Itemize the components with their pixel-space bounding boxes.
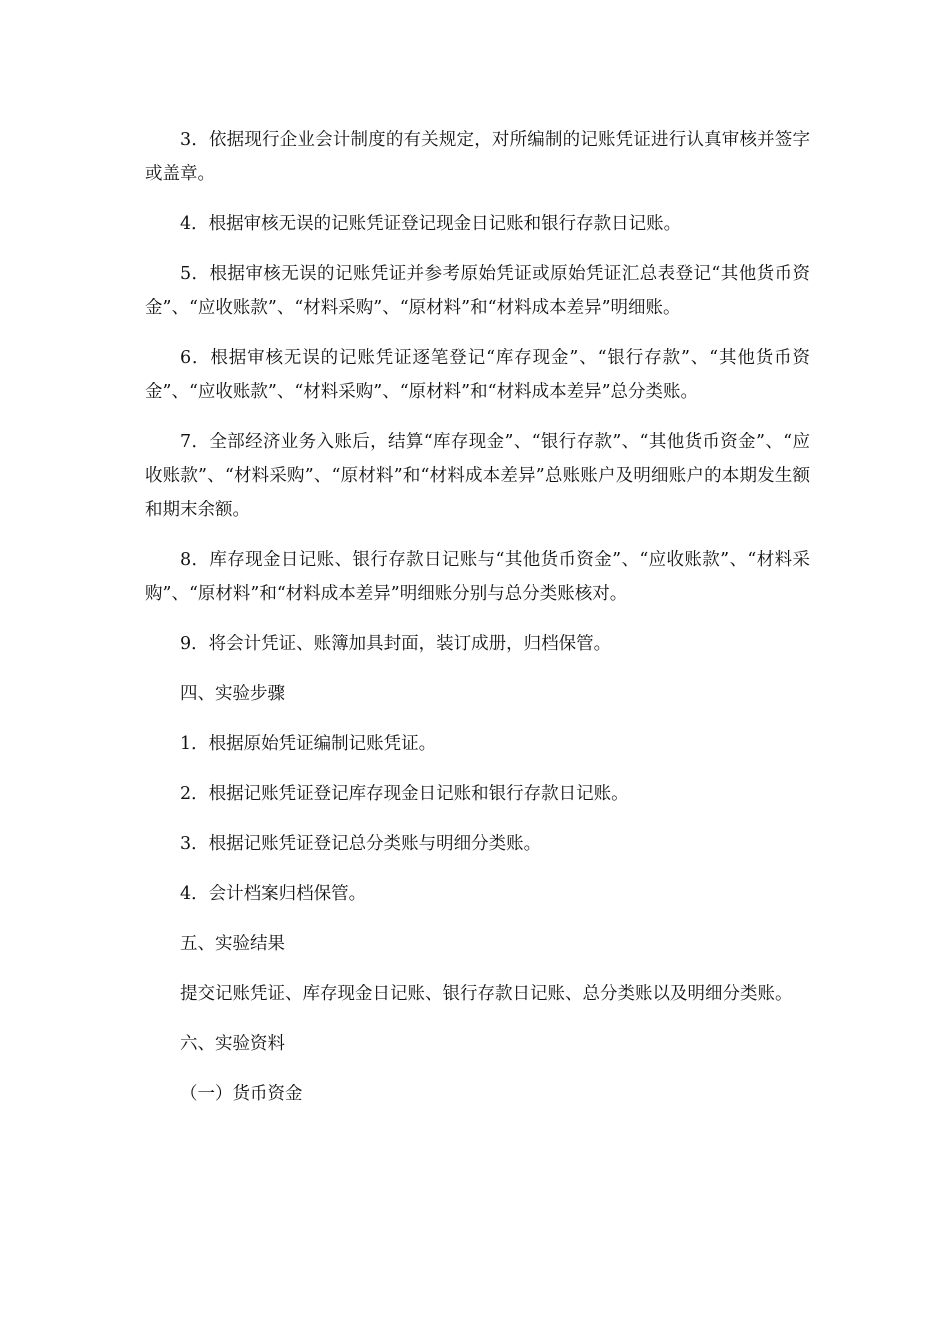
paragraph-submit: 提交记账凭证、库存现金日记账、银行存款日记账、总分类账以及明细分类账。 (180, 984, 793, 1004)
paragraph-archive: 9．将会计凭证、账簿加具封面，装订成册，归档保管。 (180, 634, 612, 654)
paragraph-settle-accounts: 7．全部经济业务入账后，结算“库存现金”、“银行存款”、“其他货币资金”、“应收账款”、“材料采购”、“原材料”和“材料成本差异”总账账户及明细账户的本期发生额和期末余额。 (145, 432, 810, 520)
paragraph-review-vouchers: 3．依据现行企业会计制度的有关规定，对所编制的记账凭证进行认真审核并签字或盖章。 (145, 130, 810, 184)
step-item-3: 3．根据记账凭证登记总分类账与明细分类账。 (180, 834, 542, 854)
section-heading-steps: 四、实验步骤 (180, 684, 285, 704)
step-item-4: 4．会计档案归档保管。 (180, 884, 367, 904)
section-heading-materials: 六、实验资料 (180, 1034, 285, 1054)
paragraph-reconcile: 8．库存现金日记账、银行存款日记账与“其他货币资金”、“应收账款”、“材料采购”、“原材料”和“材料成本差异”明细账分别与总分类账核对。 (145, 550, 810, 604)
paragraph-cash-journal: 4．根据审核无误的记账凭证登记现金日记账和银行存款日记账。 (180, 214, 682, 234)
paragraph-general-ledger: 6．根据审核无误的记账凭证逐笔登记“库存现金”、“银行存款”、“其他货币资金”、“应收账款”、“材料采购”、“原材料”和“材料成本差异”总分类账。 (145, 348, 810, 402)
section-heading-results: 五、实验结果 (180, 934, 285, 954)
step-item-1: 1．根据原始凭证编制记账凭证。 (180, 734, 437, 754)
document-body (145, 123, 810, 1127)
subsection-heading-monetary-funds: （一）货币资金 (180, 1084, 303, 1104)
paragraph-subsidiary-ledger: 5．根据审核无误的记账凭证并参考原始凭证或原始凭证汇总表登记“其他货币资金”、“应收账款”、“材料采购”、“原材料”和“材料成本差异”明细账。 (145, 264, 810, 318)
step-item-2: 2．根据记账凭证登记库存现金日记账和银行存款日记账。 (180, 784, 629, 804)
